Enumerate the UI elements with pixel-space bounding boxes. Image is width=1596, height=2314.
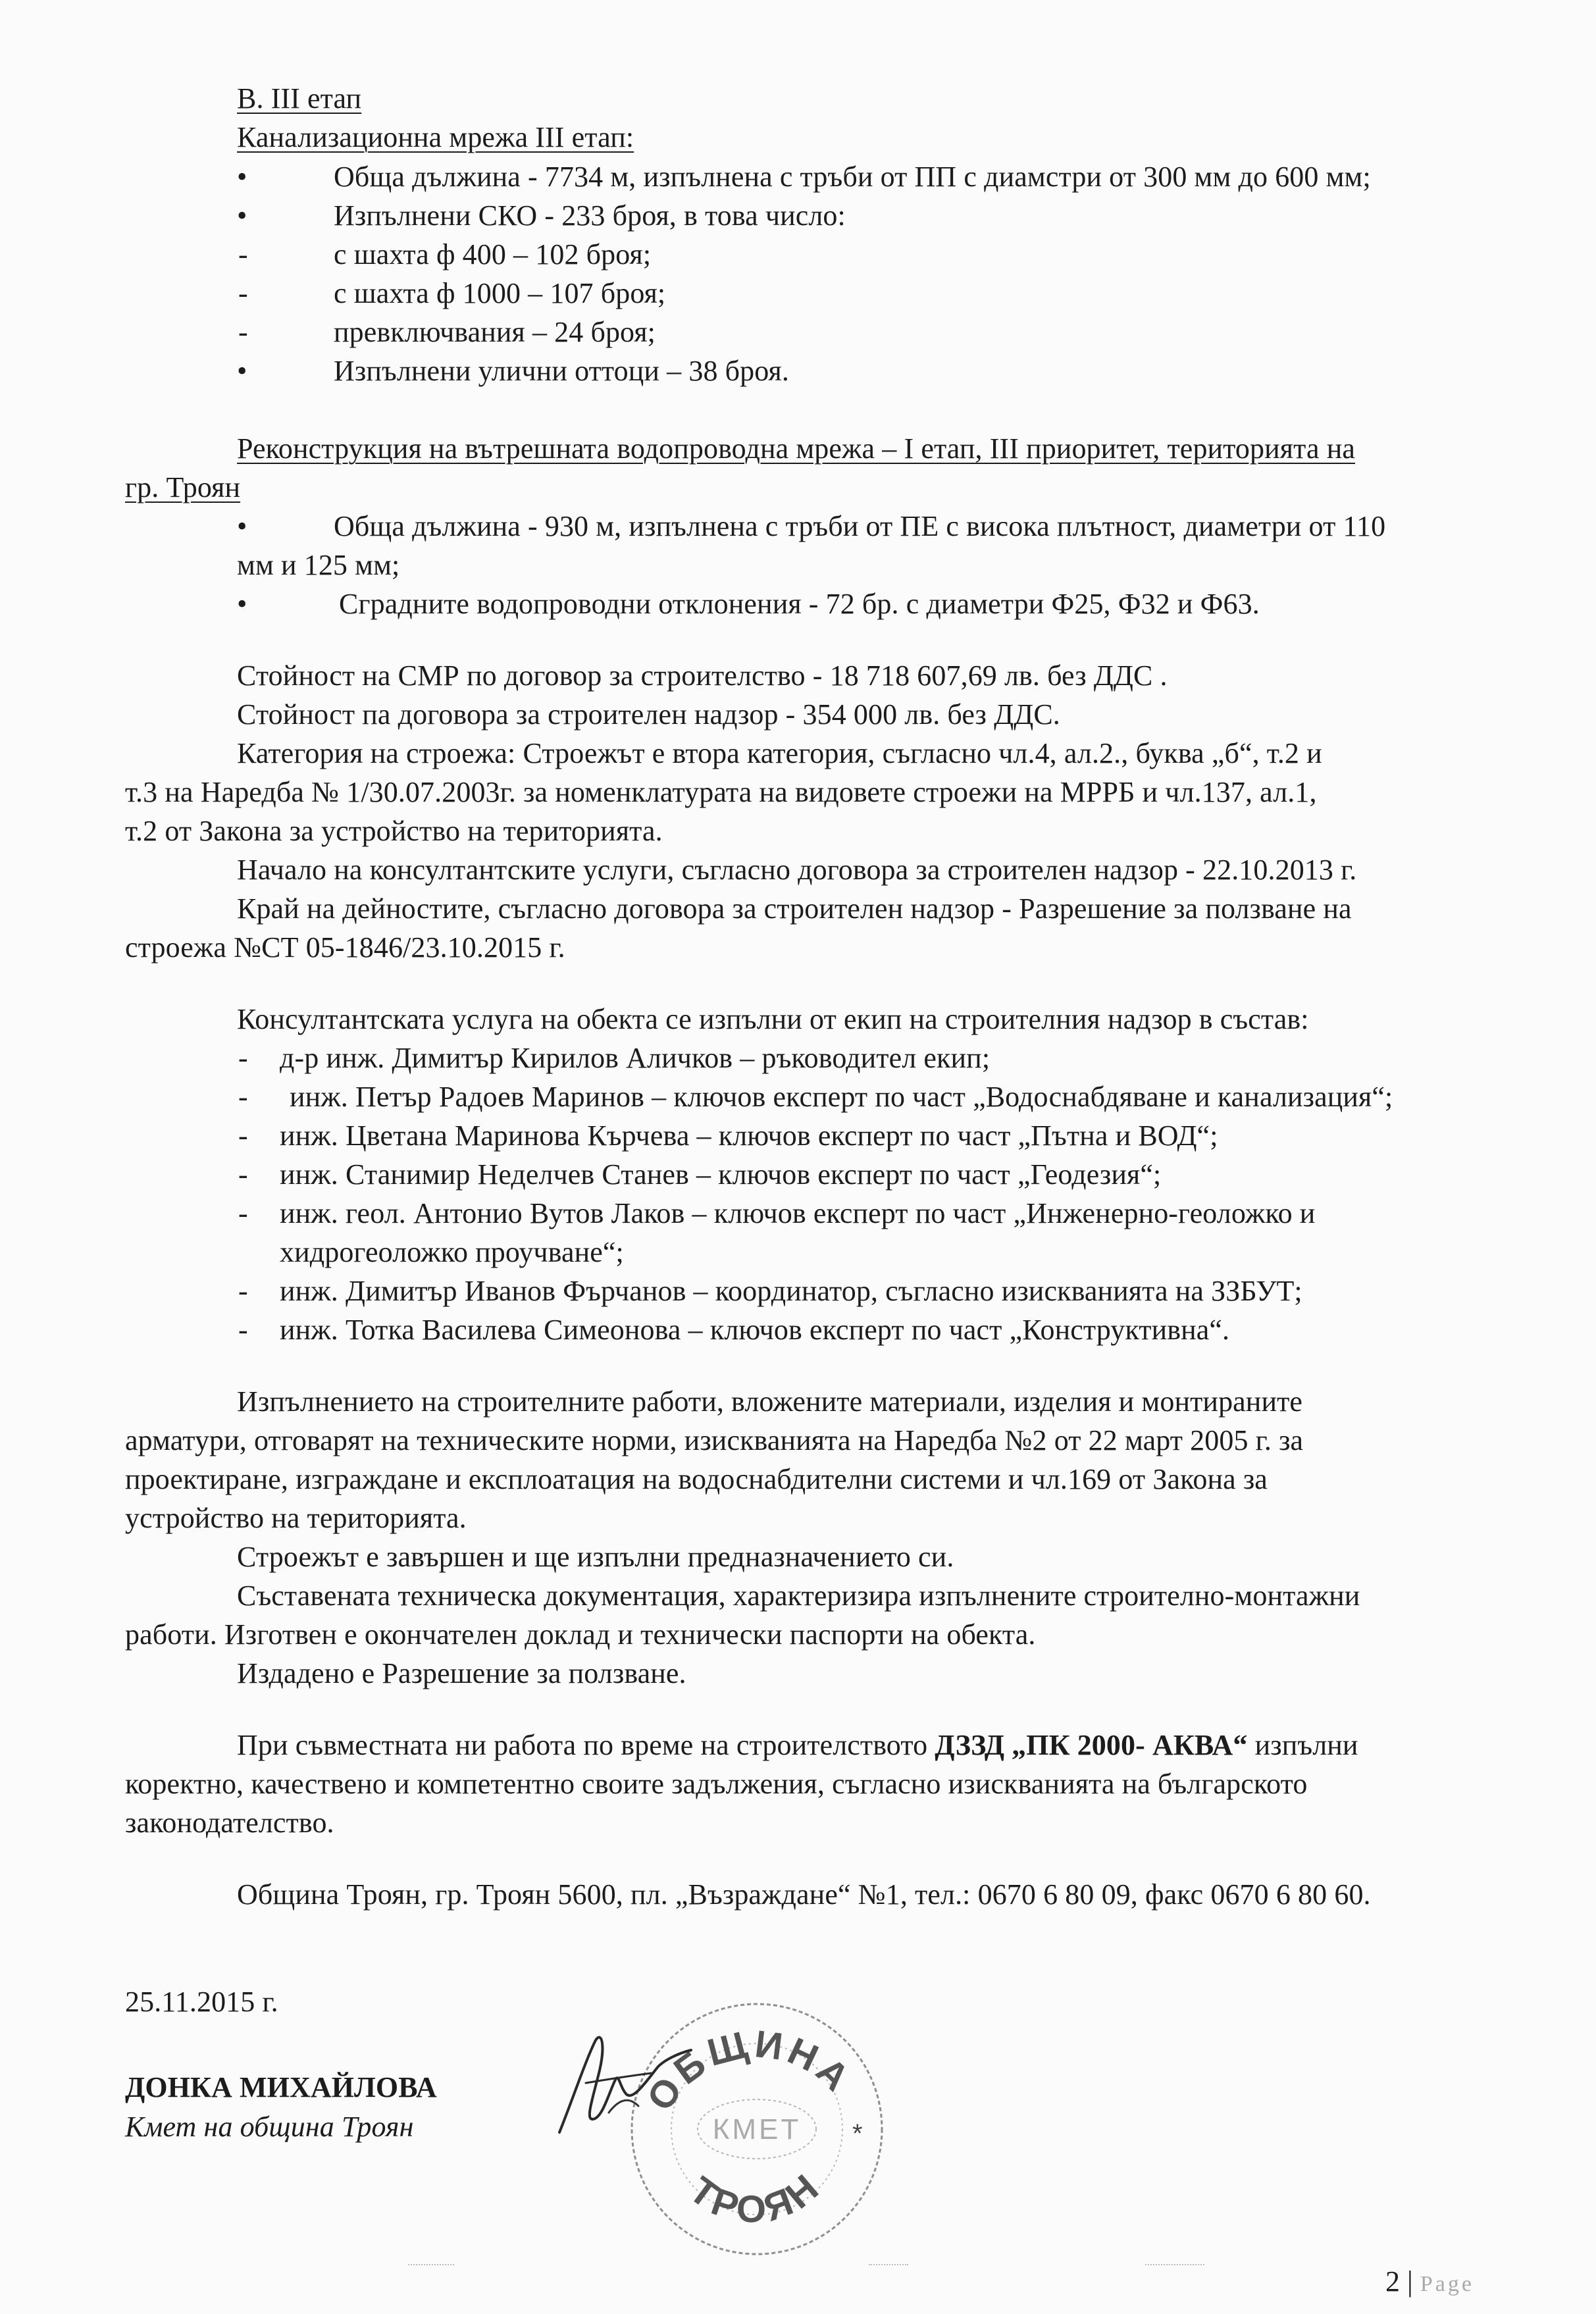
signatory-name: ДОНКА МИХАЙЛОВА [125, 2071, 437, 2103]
list-item-continuation: мм и 125 мм; [237, 549, 400, 581]
team-member: инж. Димитър Иванов Фърчанов – координатор, съгласно изискванията на ЗЗБУТ; [280, 1275, 1302, 1307]
activities-end: Край на дейностите, съгласно договора за строителен надзор - Разрешение за ползване на [237, 892, 1352, 925]
list-marker: - [238, 238, 248, 270]
contractor-name: ДЗЗД „ПК 2000- АКВА“ [935, 1729, 1248, 1761]
page-separator: | [1407, 2265, 1413, 2298]
conclusion-paragraph-1-cont: устройство на територията. [125, 1502, 467, 1534]
svg-text:ТРОЯН [682, 2164, 829, 2230]
document-date: 25.11.2015 г. [125, 1986, 278, 2018]
list-marker: - [238, 1119, 248, 1152]
list-marker: • [237, 510, 247, 542]
list-marker: • [237, 199, 247, 232]
team-member: инж. Станимир Неделчев Станев – ключов експерт по част „Геодезия“; [280, 1158, 1162, 1191]
list-item: Обща дължина - 7734 м, изпълнена с тръби от ПП с диамстри от 300 мм до 600 мм; [334, 161, 1371, 193]
conclusion-paragraph-3-cont: работи. Изготвен е окончателен доклад и технически паспорти на обекта. [125, 1618, 1036, 1651]
construction-category: Категория на строежа: Строежът е втора категория, съгласно чл.4, ал.2., буква „б“, т.2 и [237, 737, 1322, 769]
smr-cost: Стойност на СМР по договор за строителство - 18 718 607,69 лв. без ДДС . [237, 659, 1168, 692]
conclusion-paragraph-3: Съставената техническа документация, характеризира изпълнените строително-монтажни [237, 1580, 1360, 1612]
page-word: Page [1420, 2272, 1474, 2296]
list-item: Изпълнени СКО - 233 броя, в това число: [334, 199, 846, 232]
team-member: инж. Цветана Маринова Кърчева – ключов експерт по част „Пътна и ВОД“; [280, 1119, 1218, 1152]
stamp-top-text: ОБЩИНА [638, 2022, 861, 2119]
list-marker: - [238, 1081, 248, 1113]
list-marker: • [237, 161, 247, 193]
water-network-title [237, 431, 1537, 467]
list-item: с шахта ф 1000 – 107 броя; [334, 277, 666, 309]
team-member: инж. Петър Радоев Маринов – ключов експерт по част „Водоснабдяване и канализация“; [290, 1081, 1393, 1113]
conclusion-paragraph-2: Строежът е завършен и ще изпълни предназначението си. [237, 1541, 954, 1573]
water-network-title-text: Реконструкция на вътрешната водопроводна мрежа – I етап, III приоритет, територията на [237, 432, 1355, 465]
construction-category-cont: т.3 на Наредба № 1/30.07.2003г. за номенклатурата на видовете строежи на МРРБ и чл.137, ал.1, [125, 776, 1317, 808]
list-marker: • [237, 355, 247, 387]
list-item: превключвания – 24 броя; [334, 316, 656, 348]
team-member: инж. геол. Антонио Вутов Лаков – ключов експерт по част „Инженерно-геоложко и [280, 1197, 1316, 1229]
page-number: 2 [1385, 2265, 1400, 2298]
conclusion-paragraph-5 [237, 1728, 1358, 1763]
signatory-title: Кмет на община Троян [125, 2111, 414, 2143]
list-item: Сградните водопроводни отклонения - 72 бр. с диаметри Ф25, Ф32 и Ф63. [339, 588, 1260, 620]
conclusion-paragraph-1-cont: арматури, отговарят на техническите норми, изискванията на Наредба №2 от 22 март 2005 г. за [125, 1424, 1304, 1456]
supervision-cost: Стойност па договора за строителен надзор - 354 000 лв. без ДДС. [237, 698, 1060, 731]
stamp-bottom-text: ТРОЯН [681, 2164, 829, 2231]
team-intro: Консултантската услуга на обекта се изпълни от екип на строителния надзор в състав: [237, 1003, 1309, 1035]
stamp-star: * [852, 2119, 863, 2148]
list-marker: - [238, 277, 248, 309]
page-footer [1385, 2264, 1474, 2302]
handwritten-signature [546, 2020, 698, 2146]
construction-category-cont: т.2 от Закона за устройство на територията. [125, 815, 663, 847]
team-member: д-р инж. Димитър Кирилов Аличков – ръководител екип; [280, 1042, 991, 1074]
conclusion-paragraph-1: Изпълнението на строителните работи, вложените материали, изделия и монтираните [237, 1385, 1303, 1418]
list-item: с шахта ф 400 – 102 броя; [334, 238, 652, 270]
conclusion-paragraph-5-cont: законодателство. [125, 1807, 334, 1839]
scan-artifact [869, 2264, 908, 2267]
water-network-title-city: гр. Троян [125, 471, 241, 503]
scan-artifact [1145, 2264, 1204, 2267]
sewer-network-title: Канализационна мрежа III етап: [237, 121, 634, 153]
conclusion-paragraph-1-cont: проектиране, изграждане и експлоатация на водоснабдителни системи и чл.169 от Закона за [125, 1463, 1268, 1495]
list-marker: - [238, 1158, 248, 1191]
paragraph-text: изпълни [1247, 1729, 1358, 1761]
section-heading: В. III етап [237, 82, 362, 115]
stamp-center-text: КМЕТ [712, 2113, 802, 2146]
conclusion-paragraph-4: Издадено е Разрешение за ползване. [237, 1657, 686, 1689]
municipality-address: Община Троян, гр. Троян 5600, пл. „Възраждане“ №1, тел.: 0670 6 80 09, факс 0670 6 80 60. [237, 1878, 1371, 1911]
list-marker: - [238, 1314, 248, 1346]
list-marker: - [238, 1197, 248, 1229]
team-member-cont: хидрогеоложко проучване“; [280, 1236, 624, 1268]
conclusion-paragraph-5-cont: коректно, качествено и компетентно своите задължения, съгласно изискванията на българското [125, 1768, 1308, 1800]
team-member: инж. Тотка Василева Симеонова – ключов експерт по част „Конструктивна“. [280, 1314, 1230, 1346]
list-marker: - [238, 1042, 248, 1074]
services-start: Начало на консултантските услуги, съгласно договора за строителен надзор - 22.10.2013 г. [237, 854, 1357, 886]
list-marker: • [237, 588, 247, 620]
list-item: Изпълнени улични оттоци – 38 броя. [334, 355, 789, 387]
scan-artifact [408, 2264, 454, 2267]
activities-end-cont: строежа №СТ 05-1846/23.10.2015 г. [125, 931, 565, 964]
list-item: Обща дължина - 930 м, изпълнена с тръби от ПЕ с висока плътност, диаметри от 110 [334, 510, 1386, 542]
paragraph-text: При съвместната ни работа по време на строителството [237, 1729, 935, 1761]
list-marker: - [238, 316, 248, 348]
list-marker: - [238, 1275, 248, 1307]
